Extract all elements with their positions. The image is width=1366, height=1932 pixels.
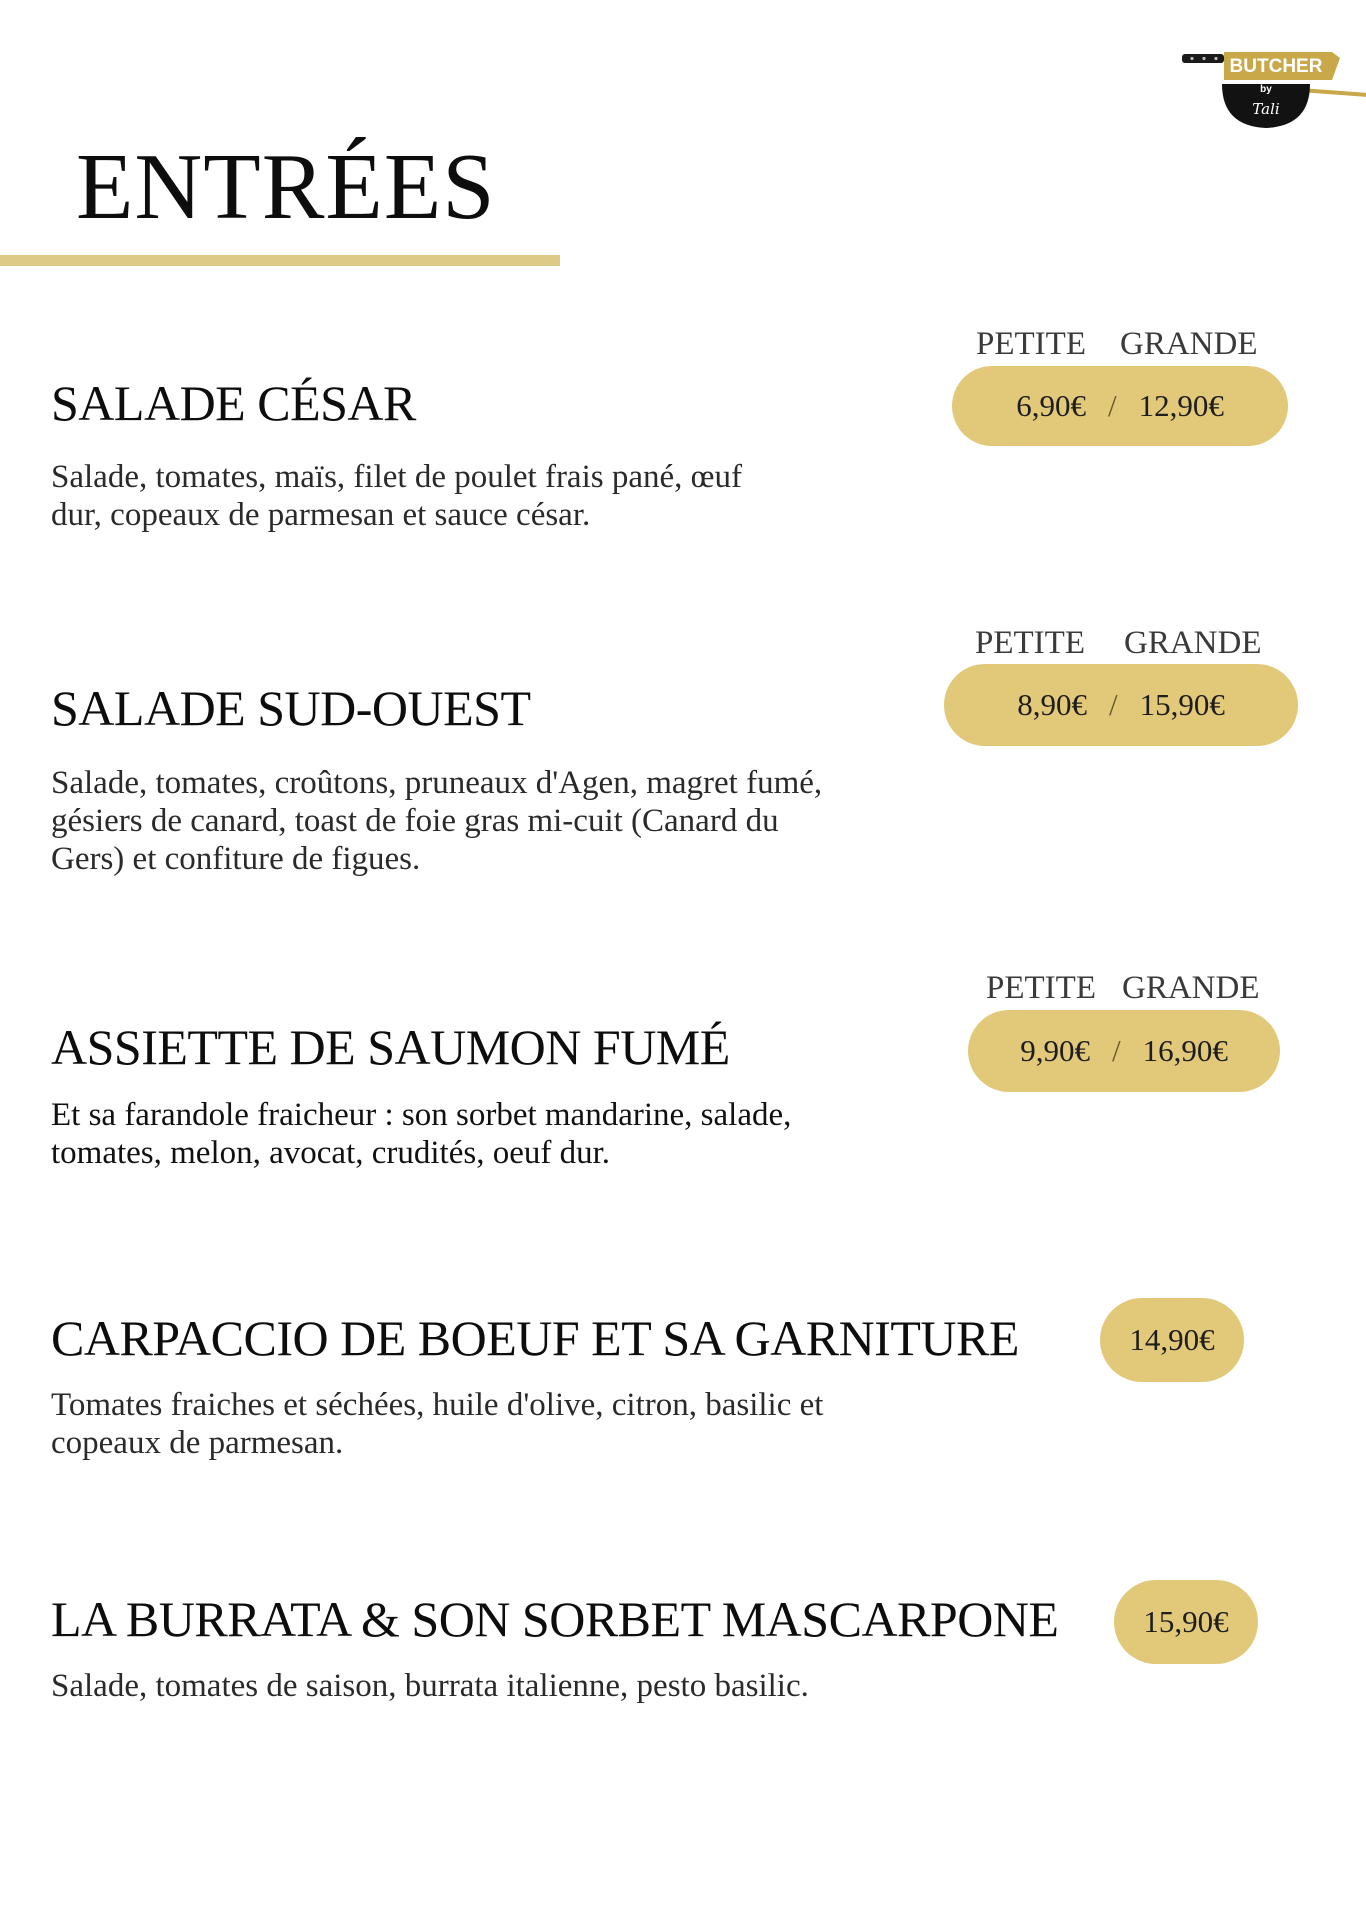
dish-description: Salade, tomates, maïs, filet de poulet frais pané, œuf dur, copeaux de parmesan et sauce césar.: [51, 459, 742, 533]
price-separator: /: [1108, 687, 1118, 722]
size-label-small: PETITE: [975, 625, 1085, 661]
price-badge: [1114, 1580, 1258, 1664]
price-large: 16,90€: [1142, 1033, 1228, 1068]
price-badge: [1100, 1298, 1244, 1382]
price-small: 9,90€: [1020, 1033, 1090, 1068]
size-label-large: GRANDE: [1122, 970, 1260, 1006]
logo-wordmark: BUTCHER: [1229, 56, 1323, 77]
butcher-knife-pan-icon: [1180, 48, 1366, 138]
dish-description: Et sa farandole fraicheur : son sorbet mandarine, salade, tomates, melon, avocat, crudités, oeuf dur.: [51, 1097, 792, 1171]
price-badge: [944, 664, 1298, 746]
price-badge: [968, 1010, 1280, 1092]
page-title: ENTRÉES: [76, 135, 496, 239]
price: 15,90€: [1143, 1604, 1229, 1639]
dish-name: SALADE SUD-OUEST: [51, 680, 531, 736]
logo-script: Tali: [1252, 100, 1280, 118]
size-label-large: GRANDE: [1120, 326, 1258, 362]
dish-name: SALADE CÉSAR: [51, 375, 416, 431]
dish-name: LA BURRATA & SON SORBET MASCARPONE: [51, 1591, 1059, 1647]
price: 14,90€: [1129, 1322, 1215, 1357]
price-large: 15,90€: [1139, 687, 1225, 722]
price-separator: /: [1107, 388, 1117, 423]
size-label-large: GRANDE: [1124, 625, 1262, 661]
dish-description: Tomates fraiches et séchées, huile d'olive, citron, basilic et copeaux de parmesan.: [51, 1387, 824, 1461]
price-separator: /: [1111, 1033, 1121, 1068]
dish-name: ASSIETTE DE SAUMON FUMÉ: [51, 1019, 730, 1075]
dish-name: CARPACCIO DE BOEUF ET SA GARNITURE: [51, 1310, 1019, 1366]
logo-by: by: [1260, 84, 1272, 95]
brand-logo: [1180, 48, 1366, 138]
title-underline: [0, 255, 560, 266]
price-large: 12,90€: [1138, 388, 1224, 423]
size-label-small: PETITE: [976, 326, 1086, 362]
price-small: 6,90€: [1016, 388, 1086, 423]
dish-description: Salade, tomates de saison, burrata italienne, pesto basilic.: [51, 1668, 809, 1704]
size-label-small: PETITE: [986, 970, 1096, 1006]
price-badge: [952, 366, 1288, 446]
price-small: 8,90€: [1017, 687, 1087, 722]
dish-description: Salade, tomates, croûtons, pruneaux d'Agen, magret fumé, gésiers de canard, toast de foie gras mi-cuit (Canard du Gers) et confiture de figues.: [51, 765, 823, 877]
